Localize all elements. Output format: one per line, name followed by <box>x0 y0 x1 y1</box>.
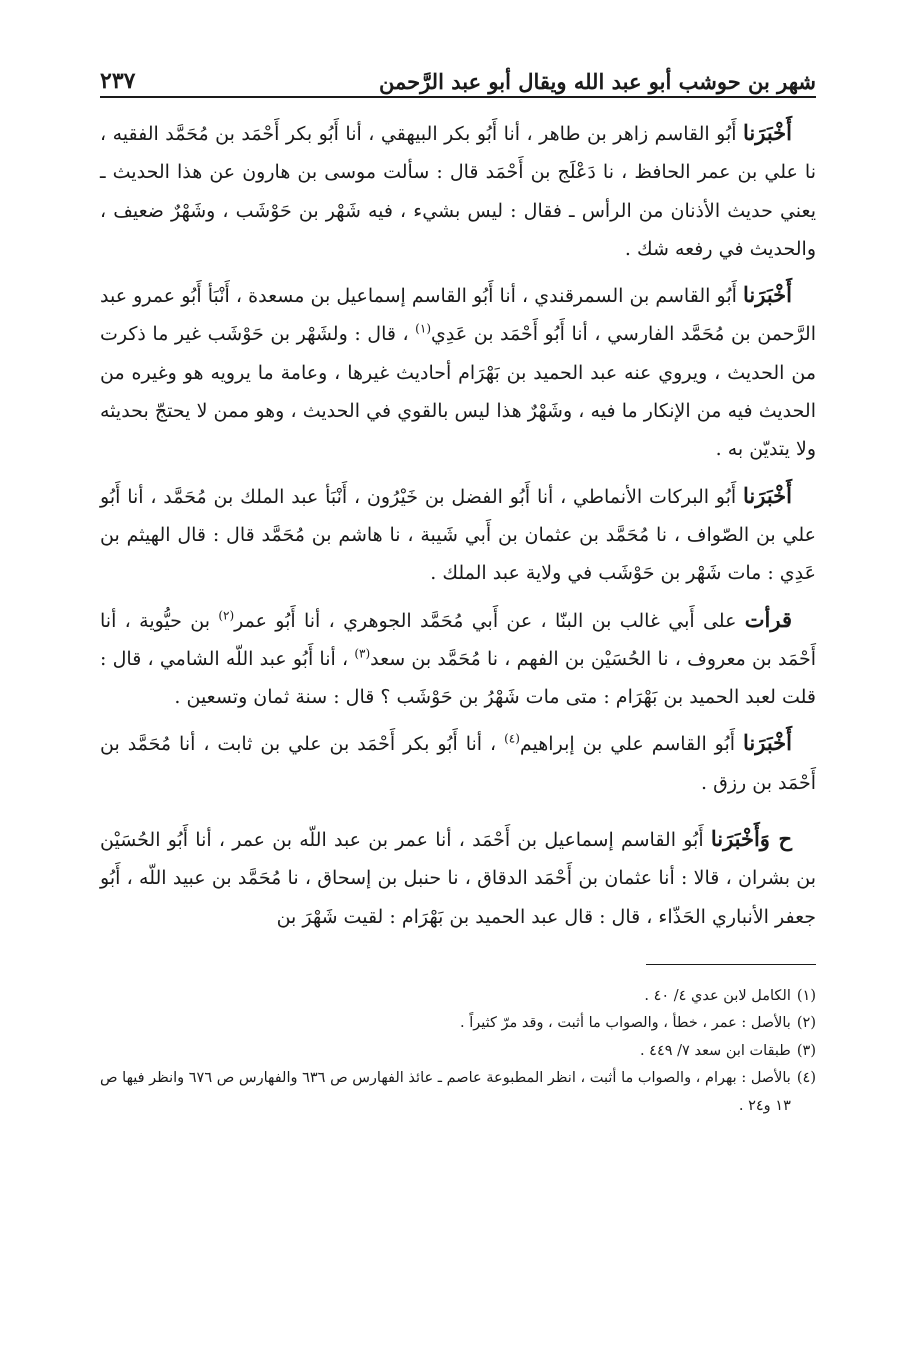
running-head: شهر بن حوشب أبو عبد الله ويقال أبو عبد الرَّحمن <box>378 69 816 94</box>
footnote-text: بالأصل : عمر ، خطأ ، والصواب ما أثبت ، وقد مرّ كثيراً . <box>460 1015 791 1032</box>
paragraph-lead: أَخْبَرَنا <box>743 120 792 145</box>
paragraph-2 <box>100 276 816 468</box>
footnote-ref-2[interactable]: (٢) <box>218 608 235 623</box>
page-header <box>100 52 816 98</box>
paragraph-lead: قرأت <box>744 606 792 632</box>
paragraph-5 <box>100 724 816 802</box>
page-number: ٢٣٧ <box>100 68 136 94</box>
paragraph-4 <box>100 601 816 717</box>
footnote-ref-4[interactable]: (٤) <box>504 732 520 747</box>
paragraph-lead: أَخْبَرَنا <box>743 482 792 508</box>
footnote-ref-1[interactable]: (١) <box>415 322 431 337</box>
paragraph-text: أَبُو القاسم علي بن إبراهيم <box>519 733 744 756</box>
paragraph-lead: ح وَأَخْبَرَنا <box>710 826 792 852</box>
paragraph-text: أَبُو القاسم بن السمرقندي ، أنا أَبُو القاسم إسماعيل بن مسعدة ، أَنْبَأ أَبُو عمرو عبد الرَّحمن بن مُحَمَّد الفارسي ، أنا أَبُو أَحْمَد بن عَدِي <box>100 285 816 346</box>
footnote-text: طبقات ابن سعد ٧/ ٤٤٩ . <box>639 1042 791 1059</box>
footnote-3 <box>100 1038 816 1066</box>
paragraph-text: ، قال : ولشَهْر بن حَوْشَب غير ما ذكرت من الحديث ، ويروي عنه عبد الحميد بن بَهْرَام أحاديث غيرها ، وعامة ما يرويه هو وغيره من الحديث فيه من الإنكار ما فيه ، وشَهْرٌ هذا ليس بالقوي في الحديث ، وهو ممن لا يحتجّ بحديثه ولا يتديّن به . <box>100 323 816 461</box>
footnote-divider <box>646 964 816 965</box>
book-page <box>100 52 816 1120</box>
body-text <box>100 114 816 936</box>
footnote-text: بالأصل : بهرام ، والصواب ما أثبت ، انظر المطبوعة عاصم ـ عائذ الفهارس ص ٦٣٦ والفهارس ص ٦٧٦ وانظر فيها ص ١٣ و٢٤ . <box>100 1070 791 1114</box>
paragraph-text: بن حيُّوية ، أنا أَحْمَد بن معروف ، نا الحُسَيْن بن الفهم ، نا مُحَمَّد بن سعد <box>100 609 816 670</box>
footnote-4 <box>100 1065 816 1120</box>
paragraph-text: أَبُو القاسم زاهر بن طاهر ، أنا أَبُو بكر البيهقي ، أنا أَبُو بكر أَحْمَد بن مُحَمَّد الفقيه ، نا علي بن عمر الحافظ ، نا دَعْلَج بن أَحْمَد قال : سألت موسى بن هارون عن هذا الحديث ـ يعني حديث الأذنان من الرأس ـ فقال : ليس بشيء ، فيه شَهْر بن حَوْشَب ، وشَهْرٌ ضعيف ، والحديث في رفعه شك . <box>100 123 816 260</box>
paragraph-1 <box>100 114 816 268</box>
paragraph-text: أَبُو البركات الأنماطي ، أنا أَبُو الفضل بن خَيْرُون ، أَنْبَأ عبد الملك بن مُحَمَّد ، أنا أَبُو علي بن الصّواف ، نا مُحَمَّد بن عثمان بن أَبي شَيبة ، نا هاشم بن مُحَمَّد قال : قال الهيثم بن عَدِي : مات شَهْر بن حَوْشَب في ولاية عبد الملك . <box>100 485 816 585</box>
paragraph-text: ، أنا أَبُو بكر أَحْمَد بن علي بن ثابت ، أنا مُحَمَّد بن أَحْمَد بن رزق . <box>100 733 816 794</box>
footnote-1 <box>100 983 816 1011</box>
paragraph-text: ، أنا أَبُو عبد اللّه الشامي ، قال : قلت لعبد الحميد بن بَهْرَام : متى مات شَهْرُ بن حَوْشَب ؟ قال : سنة ثمان وتسعين . <box>100 647 816 709</box>
paragraph-lead: أَخْبَرَنا <box>743 730 792 756</box>
paragraph-text: أَبُو القاسم إسماعيل بن أَحْمَد ، أنا عمر بن عبد اللّه بن عمر ، أنا أَبُو الحُسَيْن بن بشران ، قالا : أنا عثمان بن أَحْمَد الدقاق ، نا حنبل بن إسحاق ، نا مُحَمَّد بن عبيد اللّه ، أَبُو جعفر الأنباري الحَذّاء ، قال : قال عبد الحميد بن بَهْرَام : لقيت شَهْرَ بن <box>100 829 816 928</box>
footnote-ref-3[interactable]: (٣) <box>354 646 371 661</box>
paragraph-3 <box>100 477 816 593</box>
footnote-number: (٤) <box>796 1070 816 1087</box>
footnote-number: (٣) <box>796 1042 816 1059</box>
footnote-text: الكامل لابن عدي ٤/ ٤٠ . <box>644 987 791 1004</box>
footnote-number: (١) <box>796 987 816 1004</box>
paragraph-6 <box>100 820 816 936</box>
footnote-2 <box>100 1010 816 1038</box>
footnote-number: (٢) <box>796 1015 816 1032</box>
paragraph-lead: أَخْبَرَنا <box>743 282 792 308</box>
footnotes <box>100 983 816 1121</box>
paragraph-text: على أَبي غالب بن البنّا ، عن أَبي مُحَمَّد الجوهري ، أنا أَبُو عمر <box>234 609 745 632</box>
